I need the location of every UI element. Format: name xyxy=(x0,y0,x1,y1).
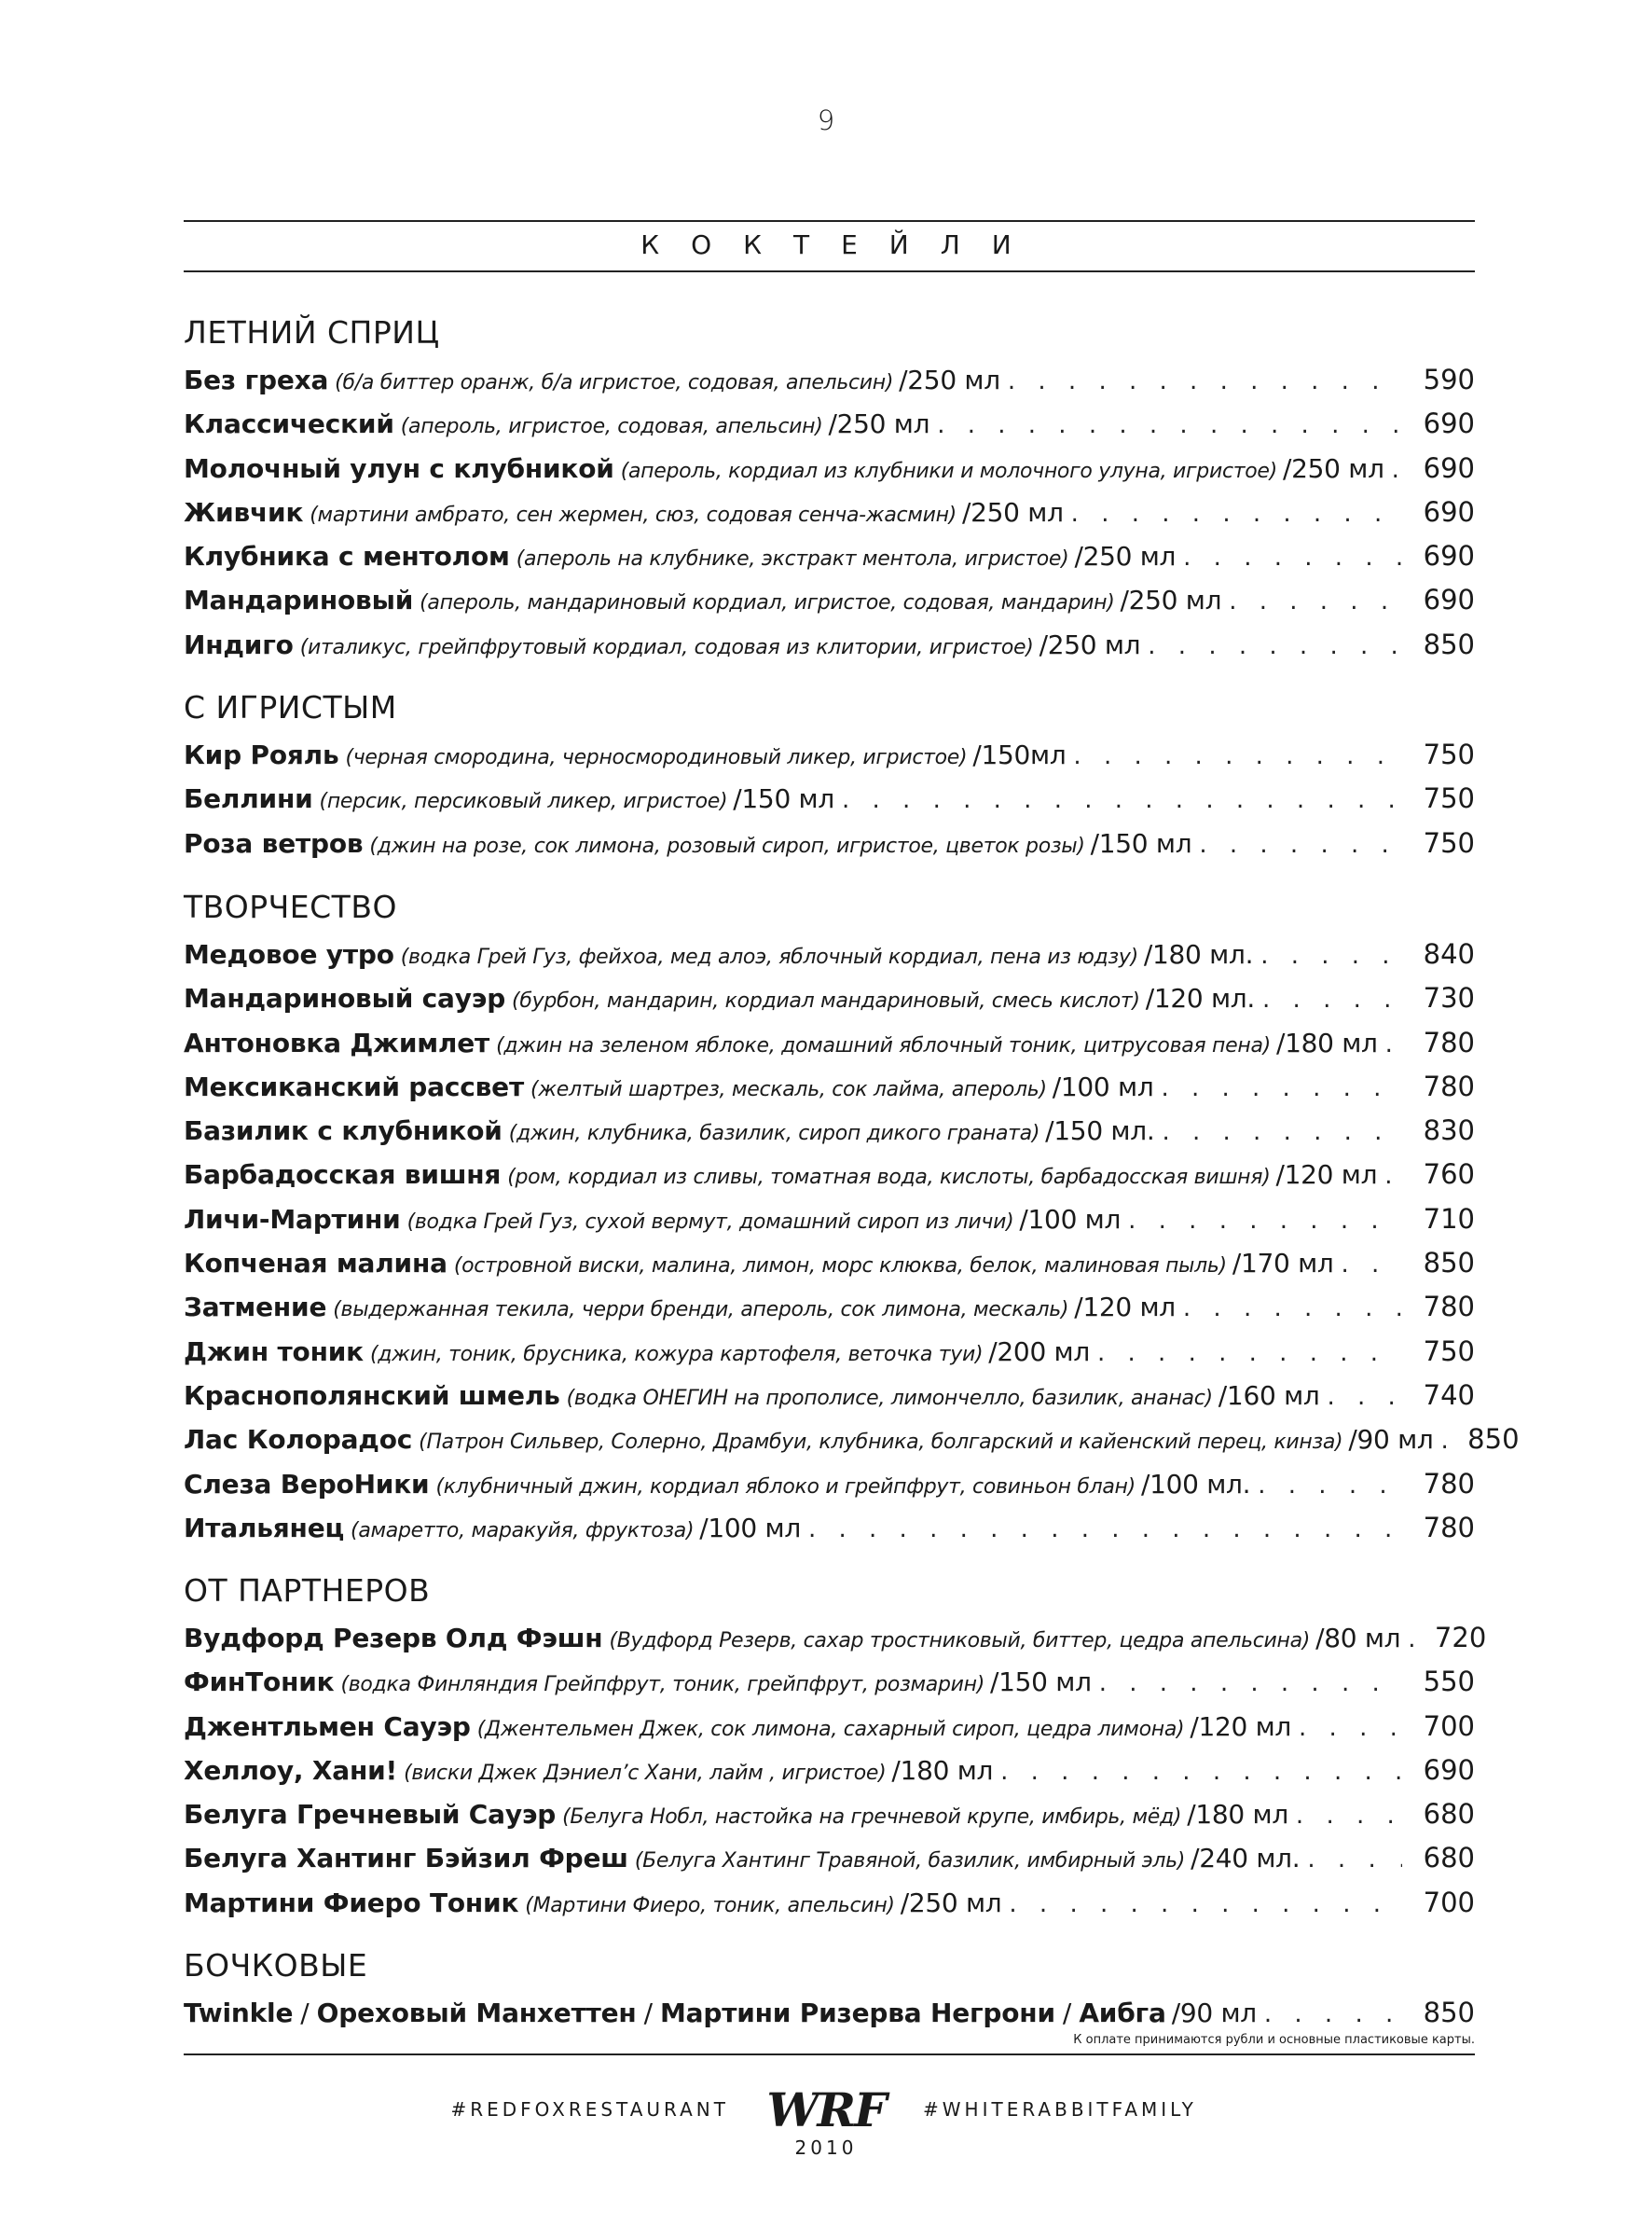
item-price: 850 xyxy=(1423,1247,1475,1279)
item-name: Клубника с ментолом xyxy=(184,541,510,573)
item-description: (Белуга Нобл, настойка на гречневой крупе, имбирь, мёд) xyxy=(562,1805,1182,1830)
item-volume: /250 мл xyxy=(1120,585,1222,616)
dot-leader xyxy=(1073,735,1402,779)
dot-leader xyxy=(1000,1750,1402,1794)
item-description: (черная смородина, черносмородиновый ликер, игристое) xyxy=(345,746,968,769)
dot-leader xyxy=(1008,360,1402,404)
item-name: Ореховый Манхеттен xyxy=(316,1998,637,2028)
item-description: (водка Грей Гуз, сухой вермут, домашний сироп из личи) xyxy=(406,1210,1014,1234)
item-volume: /90 мл xyxy=(1348,1424,1434,1456)
dot-leader xyxy=(1009,1883,1402,1927)
item-name: Живчик xyxy=(184,496,304,528)
item-volume: /180 мл. xyxy=(1143,939,1254,970)
menu-item xyxy=(184,1881,1475,1925)
item-volume: /80 мл xyxy=(1315,1623,1401,1653)
item-volume: /160 мл xyxy=(1218,1379,1320,1411)
item-volume: /180 мл xyxy=(1187,1799,1288,1831)
item-volume: /120 мл. xyxy=(1145,983,1256,1015)
item-name: Мексиканский рассвет xyxy=(184,1071,524,1102)
dot-leader xyxy=(1441,1419,1447,1463)
dot-leader xyxy=(1264,1993,1402,2037)
item-price: 750 xyxy=(1423,826,1475,859)
item-list xyxy=(184,733,1475,865)
item-description: (бурбон, мандарин, кордиал мандариновый, смесь кислот) xyxy=(512,989,1140,1014)
item-description: (джин, тоник, брусника, кожура картофеля, веточка туи) xyxy=(369,1342,984,1366)
item-name: Базилик с клубникой xyxy=(184,1115,502,1147)
item-price: 690 xyxy=(1423,584,1475,616)
item-price: 710 xyxy=(1423,1202,1475,1235)
item-description: (апероль, кордиал из клубники и молочного улуна, игристое) xyxy=(620,459,1277,483)
item-name: ФинТоник xyxy=(184,1666,335,1698)
item-price: 850 xyxy=(1423,628,1475,660)
separator: / xyxy=(643,1998,653,2028)
item-price: 850 xyxy=(1467,1423,1520,1456)
item-volume: /250 мл xyxy=(961,496,1064,528)
item-description: (водка Финляндия Грейпфрут, тоник, грейпфрут, розмарин) xyxy=(340,1673,984,1697)
footer-rule xyxy=(184,2053,1475,2055)
item-volume: /150 мл xyxy=(733,783,834,815)
item-volume: /100 мл xyxy=(1019,1203,1122,1235)
menu-item xyxy=(184,1065,1475,1109)
separator: / xyxy=(300,1998,310,2028)
item-description: (Мартини Фиеро, тоник, апельсин) xyxy=(525,1893,895,1917)
item-name: Личи-Мартини xyxy=(184,1203,401,1235)
dot-leader xyxy=(1342,1243,1402,1287)
section-creativity xyxy=(184,882,1520,1550)
dot-leader xyxy=(1296,1794,1402,1838)
item-description: (островной виски, малина, лимон, морс клюква, белок, малиновая пыль) xyxy=(453,1254,1227,1279)
item-price: 850 xyxy=(1423,1997,1475,2028)
page-title: КОКТЕЙЛИ xyxy=(640,229,1043,260)
item-name: Беллини xyxy=(184,783,313,815)
item-price: 690 xyxy=(1423,540,1475,573)
item-price: 680 xyxy=(1423,1842,1475,1874)
item-price: 700 xyxy=(1423,1886,1475,1918)
item-name: Молочный улун с клубникой xyxy=(184,452,614,484)
item-name: Аибга xyxy=(1079,1998,1166,2028)
logo-text: WRF xyxy=(766,2082,886,2137)
item-volume: /250 мл xyxy=(1039,629,1141,660)
title-top-rule xyxy=(184,220,1475,222)
section-title: БОЧКОВЫЕ xyxy=(184,1947,368,1984)
menu-item xyxy=(184,1197,1475,1241)
item-name: Классический xyxy=(184,408,394,440)
item-description: (амаретто, маракуйя, фруктоза) xyxy=(351,1518,695,1542)
item-name: Белуга Хантинг Бэйзил Фреш xyxy=(184,1843,628,1874)
menu-item xyxy=(184,777,1475,821)
item-name: Вудфорд Резерв Олд Фэшн xyxy=(184,1623,603,1653)
item-volume: /250 мл xyxy=(1074,541,1177,573)
dot-leader xyxy=(1258,1464,1402,1508)
menu-item xyxy=(184,1285,1475,1329)
section-sparkling xyxy=(184,683,1475,865)
menu-item xyxy=(184,447,1475,491)
item-name: Лас Колорадос xyxy=(184,1424,413,1456)
item-price: 690 xyxy=(1423,495,1475,528)
item-volume: /240 мл. xyxy=(1191,1843,1301,1874)
menu-item xyxy=(184,1109,1475,1153)
dot-leader xyxy=(1148,625,1402,669)
item-description: (б/а биттер оранж, б/а игристое, содовая, апельсин) xyxy=(335,371,894,394)
item-volume: /100 мл xyxy=(1052,1071,1154,1102)
item-description: (Джентельмен Джек, сок лимона, сахарный сироп, цедра лимона) xyxy=(476,1717,1185,1741)
hashtag-whiterabbit: #WHITERABBITFAMILY xyxy=(923,2098,1197,2121)
item-description: (ром, кордиал из сливы, томатная вода, кислоты, барбадосская вишня) xyxy=(507,1166,1271,1190)
menu-item xyxy=(184,1749,1475,1792)
item-name: Мартини Фиеро Тоник xyxy=(184,1887,519,1918)
item-volume: /250 мл xyxy=(899,365,1000,395)
item-volume: /150 мл xyxy=(990,1666,1092,1698)
item-description: (персик, персиковый ликер, игристое) xyxy=(319,790,728,814)
item-name: Джентльмен Сауэр xyxy=(184,1710,471,1742)
item-volume: /150 мл. xyxy=(1045,1115,1155,1147)
dot-leader xyxy=(1099,1662,1402,1706)
menu-item xyxy=(184,1616,1487,1660)
page-number: 9 xyxy=(817,104,835,136)
item-volume: /200 мл xyxy=(988,1335,1090,1367)
item-description: (клубничный джин, кордиал яблоко и грейпфрут, совиньон блан) xyxy=(435,1474,1136,1499)
item-description: (водка ОНЕГИН на прополисе, лимончелло, базилик, ананас) xyxy=(566,1386,1213,1410)
item-price: 690 xyxy=(1423,451,1475,484)
dot-leader xyxy=(1229,580,1402,624)
section-title: ЛЕТНИЙ СПРИЦ xyxy=(184,314,440,351)
item-price: 690 xyxy=(1423,1753,1475,1786)
dot-leader xyxy=(1071,492,1402,536)
year: 2010 xyxy=(794,2136,858,2159)
item-volume: /100 мл xyxy=(699,1512,801,1543)
menu-item xyxy=(184,1660,1475,1704)
item-price: 780 xyxy=(1423,1070,1475,1102)
item-name: Мартини Ризерва Негрони xyxy=(660,1998,1055,2028)
item-list xyxy=(184,1616,1487,1925)
item-description: (апероль, мандариновый кордиал, игристое, содовая, мандарин) xyxy=(420,591,1115,615)
item-price: 740 xyxy=(1423,1378,1475,1411)
item-volume: /90 мл xyxy=(1171,1998,1257,2028)
item-price: 830 xyxy=(1423,1114,1475,1147)
menu-item xyxy=(184,1330,1475,1374)
title-bottom-rule xyxy=(184,270,1475,272)
item-price: 700 xyxy=(1423,1709,1475,1742)
item-volume: /120 мл xyxy=(1275,1159,1378,1191)
item-name: Мандариновый xyxy=(184,585,414,616)
dot-leader xyxy=(1097,1332,1402,1376)
item-name: Копченая малина xyxy=(184,1248,447,1279)
section-title: ТВОРЧЕСТВО xyxy=(184,889,397,925)
item-description: (выдержанная текила, черри бренди, апероль, сок лимона, мескаль) xyxy=(333,1298,1069,1322)
menu-item xyxy=(184,578,1475,622)
item-volume: /250 мл xyxy=(900,1887,1002,1918)
item-name: Медовое утро xyxy=(184,939,394,970)
dot-leader xyxy=(1260,934,1402,978)
item-price: 750 xyxy=(1423,739,1475,770)
menu-item xyxy=(184,1506,1475,1550)
menu-item xyxy=(184,1705,1475,1749)
item-list xyxy=(184,933,1520,1550)
item-volume: /180 мл xyxy=(1275,1027,1378,1058)
item-description: (Вудфорд Резерв, сахар тростниковый, биттер, цедра апельсина) xyxy=(609,1629,1311,1652)
menu-item xyxy=(184,976,1475,1020)
item-name: Итальянец xyxy=(184,1512,345,1543)
wrf-logo xyxy=(751,2081,901,2137)
item-name: Краснополянский шмель xyxy=(184,1379,560,1411)
item-price: 550 xyxy=(1423,1666,1475,1698)
item-list xyxy=(184,358,1475,667)
menu-item xyxy=(184,1792,1475,1836)
item-name: Антоновка Джимлет xyxy=(184,1027,490,1058)
item-description: (Патрон Сильвер, Солерно, Драмбуи, клубника, болгарский и кайенский перец, кинза) xyxy=(419,1431,1343,1455)
section-partners xyxy=(184,1566,1487,1925)
item-description: (джин, клубника, базилик, сироп дикого граната) xyxy=(508,1122,1040,1146)
dot-leader xyxy=(1385,1023,1402,1067)
menu-item xyxy=(184,491,1475,534)
item-description: (италикус, грейпфрутовый кордиал, содовая из клитории, игристое) xyxy=(299,635,1034,659)
item-price: 730 xyxy=(1423,982,1475,1015)
separator: / xyxy=(1062,1998,1072,2028)
dot-leader xyxy=(1307,1838,1402,1882)
item-name: Барбадосская вишня xyxy=(184,1159,502,1191)
item-name: Джин тоник xyxy=(184,1335,364,1367)
section-barrel xyxy=(184,1941,1475,2035)
item-volume: /100 мл. xyxy=(1140,1468,1251,1500)
item-description: (джин на зеленом яблоке, домашний яблочный тоник, цитрусовая пена) xyxy=(496,1033,1271,1058)
item-volume: /180 мл xyxy=(891,1754,994,1786)
dot-leader xyxy=(1392,449,1402,492)
item-description: (апероль, игристое, содовая, апельсин) xyxy=(400,415,823,439)
item-name: Мандариновый сауэр xyxy=(184,983,506,1015)
item-name: Без греха xyxy=(184,365,329,395)
menu-item xyxy=(184,1462,1475,1506)
item-price: 680 xyxy=(1423,1798,1475,1831)
footer xyxy=(0,2081,1652,2137)
item-price: 750 xyxy=(1423,782,1475,815)
item-description: (Белуга Хантинг Травяной, базилик, имбирный эль) xyxy=(634,1849,1186,1874)
menu-item xyxy=(184,1021,1475,1065)
item-price: 690 xyxy=(1423,408,1475,440)
item-name: Роза ветров xyxy=(184,827,364,859)
item-name: Белуга Гречневый Сауэр xyxy=(184,1799,557,1831)
menu-item xyxy=(184,623,1475,667)
item-description: (мартини амбрато, сен жермен, сюз, содовая сенча-жасмин) xyxy=(310,503,957,527)
dot-leader xyxy=(808,1508,1402,1552)
item-volume: /150мл xyxy=(972,740,1067,770)
menu-item xyxy=(184,534,1475,578)
menu-item xyxy=(184,822,1475,865)
item-volume: /170 мл xyxy=(1232,1248,1334,1279)
dot-leader xyxy=(842,779,1402,823)
dot-leader xyxy=(1162,1111,1402,1155)
dot-leader xyxy=(1199,823,1402,867)
menu-item xyxy=(184,1374,1475,1417)
item-description: (желтый шартрез, мескаль, сок лайма, апероль) xyxy=(530,1077,1047,1101)
item-price: 590 xyxy=(1423,364,1475,395)
hashtag-redfox: #REDFOXRESTAURANT xyxy=(450,2098,729,2121)
dot-leader xyxy=(1384,1155,1402,1198)
item-name: Затмение xyxy=(184,1292,327,1323)
menu-item xyxy=(184,402,1475,446)
item-price: 780 xyxy=(1423,1511,1475,1543)
dot-leader xyxy=(1262,978,1402,1022)
dot-leader xyxy=(937,404,1402,448)
dot-leader xyxy=(1328,1376,1403,1419)
item-price: 780 xyxy=(1423,1291,1475,1323)
item-name: Хеллоу, Хани! xyxy=(184,1754,398,1786)
item-volume: /250 мл xyxy=(1282,452,1384,484)
item-price: 840 xyxy=(1423,938,1475,970)
section-summer-spritz xyxy=(184,308,1475,667)
dot-leader xyxy=(1183,536,1402,580)
section-title: ОТ ПАРТНЕРОВ xyxy=(184,1572,431,1609)
item-price: 720 xyxy=(1434,1622,1487,1653)
item-description: (апероль на клубнике, экстракт ментола, игристое) xyxy=(516,547,1069,572)
menu-item xyxy=(184,1836,1475,1880)
menu-item-barrel-combo xyxy=(184,1991,1475,2035)
item-name: Кир Рояль xyxy=(184,740,339,770)
item-volume: /150 мл xyxy=(1090,827,1192,859)
item-description: (водка Грей Гуз, фейхоа, мед алоэ, яблочный кордиал, пена из юдзу) xyxy=(400,946,1138,969)
menu-item xyxy=(184,358,1475,402)
item-name: Индиго xyxy=(184,629,294,660)
dot-leader xyxy=(1183,1287,1402,1331)
item-name: Слеза ВероНики xyxy=(184,1468,430,1500)
item-volume: /250 мл xyxy=(828,408,930,440)
dot-leader xyxy=(1408,1618,1413,1662)
item-volume: /120 мл xyxy=(1074,1292,1176,1323)
item-volume: /120 мл xyxy=(1190,1710,1292,1742)
dot-leader xyxy=(1128,1199,1402,1243)
menu-item xyxy=(184,733,1475,777)
payment-note: К оплате принимаются рубли и основные пластиковые карты. xyxy=(1073,2033,1475,2047)
menu-item xyxy=(184,1417,1520,1461)
item-description: (виски Джек Дэниел’с Хани, лайм , игристое) xyxy=(404,1761,887,1785)
menu-item xyxy=(184,933,1475,976)
item-price: 780 xyxy=(1423,1026,1475,1058)
menu-item xyxy=(184,1153,1475,1196)
item-price: 780 xyxy=(1423,1467,1475,1500)
dot-leader xyxy=(1161,1067,1402,1111)
item-price: 750 xyxy=(1423,1334,1475,1367)
dot-leader xyxy=(1299,1707,1402,1750)
section-title: С ИГРИСТЫМ xyxy=(184,689,397,726)
item-description: (джин на розе, сок лимона, розовый сироп, игристое, цветок розы) xyxy=(369,834,1085,858)
menu-item xyxy=(184,1241,1475,1285)
item-price: 760 xyxy=(1423,1158,1475,1191)
item-name: Twinkle xyxy=(184,1998,294,2028)
